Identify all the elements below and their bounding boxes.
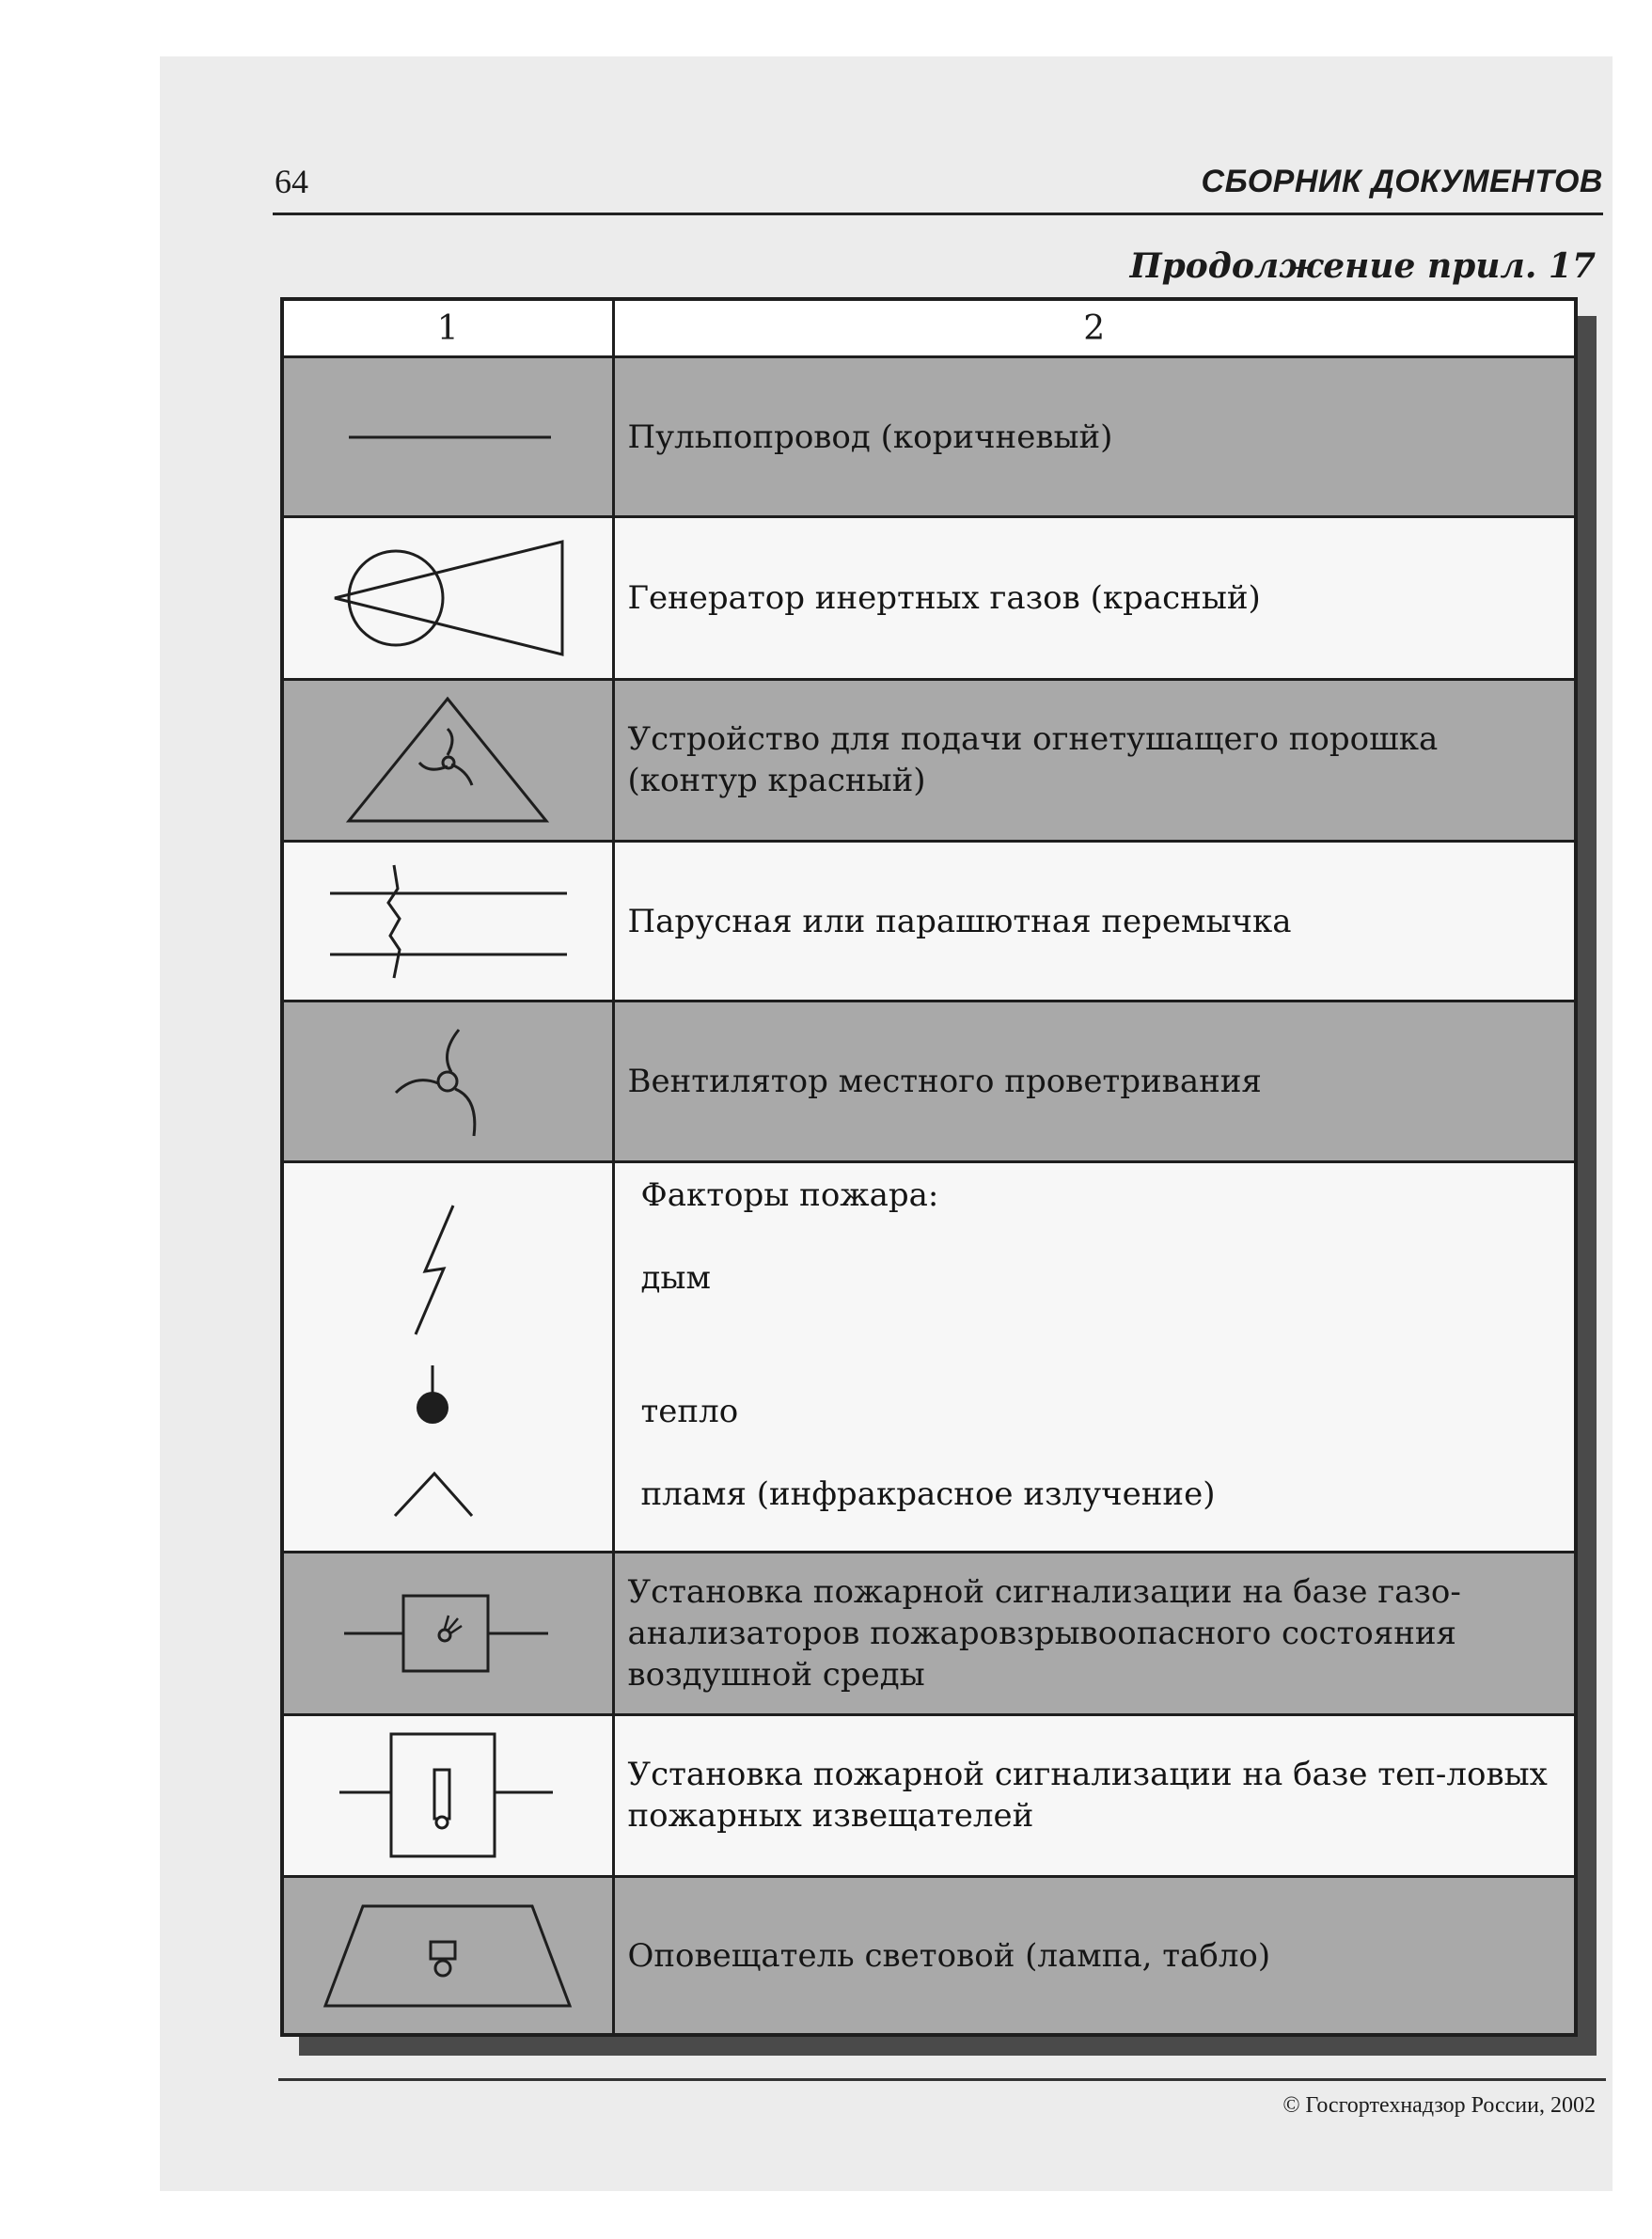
fire-factor-heat: тепло: [640, 1392, 739, 1430]
symbol-cell: [282, 842, 613, 1001]
fire-factor-flame: пламя (инфракрасное излучение): [640, 1474, 1216, 1513]
table-row: [282, 1161, 1576, 1553]
symbol-cell: [282, 357, 613, 517]
gas-analyzer-alarm-symbol: [339, 1577, 556, 1690]
symbol-cell: [282, 1001, 613, 1161]
inert-gas-generator-symbol: [316, 528, 579, 669]
description-cell: Вентилятор местного проветривания: [613, 1001, 1576, 1161]
description-cell: Оповещатель световой (лампа, табло): [613, 1877, 1576, 2035]
description-cell: Пульпопровод (коричневый): [613, 357, 1576, 517]
description-cell: Установка пожарной сигнализации на базе газо-анализаторов пожаровзрывоопасного состояния воздушной среды: [613, 1553, 1576, 1714]
fire-factors-symbols: [284, 1163, 615, 1551]
table-row: [282, 517, 1576, 679]
symbol-cell: [282, 679, 613, 841]
heat-detector-alarm-symbol: [335, 1725, 560, 1866]
page-number: 64: [275, 163, 308, 200]
table-row: [282, 1714, 1576, 1876]
description-cell: Устройство для подачи огнетушащего порошка (контур красный): [613, 679, 1576, 841]
table-row: [282, 1877, 1576, 2035]
symbols-table: [280, 297, 1578, 2037]
symbol-cell: [282, 1161, 613, 1553]
table-row: [282, 842, 1576, 1001]
symbol-cell: [282, 1877, 613, 2035]
fire-factor-smoke: дым: [640, 1258, 711, 1297]
column-header-2: 2: [613, 299, 1576, 357]
header-rule: [273, 213, 1603, 215]
light-annunciator-symbol: [311, 1895, 584, 2017]
description-cell: [613, 1161, 1576, 1553]
local-fan-symbol: [354, 1016, 542, 1147]
flame-icon: [395, 1474, 472, 1516]
smoke-icon: [416, 1206, 453, 1334]
table-row: [282, 1553, 1576, 1714]
table-row: [282, 679, 1576, 841]
table-row: [282, 1001, 1576, 1161]
pipeline-line-symbol: [330, 418, 565, 456]
powder-feeder-symbol: [335, 689, 560, 830]
symbols-table-wrap: [280, 297, 1578, 2037]
table-header-row: [282, 299, 1576, 357]
continuation-caption: Продолжение прил. 17: [1129, 246, 1596, 286]
column-header-1: 1: [282, 299, 613, 357]
running-head: СБОРНИК ДОКУМЕНТОВ: [1201, 164, 1603, 199]
symbol-cell: [282, 1553, 613, 1714]
footer-copyright: © Госгортехнадзор России, 2002: [1282, 2093, 1596, 2118]
description-cell: Установка пожарной сигнализации на базе теп-ловых пожарных извещателей: [613, 1714, 1576, 1876]
description-cell: Генератор инертных газов (красный): [613, 517, 1576, 679]
description-cell: Парусная или парашютная перемычка: [613, 842, 1576, 1001]
footer-rule: [278, 2078, 1606, 2081]
heat-icon: [417, 1365, 448, 1424]
fire-factors-title: Факторы пожара:: [640, 1175, 939, 1214]
sail-bulkhead-symbol: [321, 860, 574, 983]
table-row: [282, 357, 1576, 517]
symbol-cell: [282, 1714, 613, 1876]
symbol-cell: [282, 517, 613, 679]
